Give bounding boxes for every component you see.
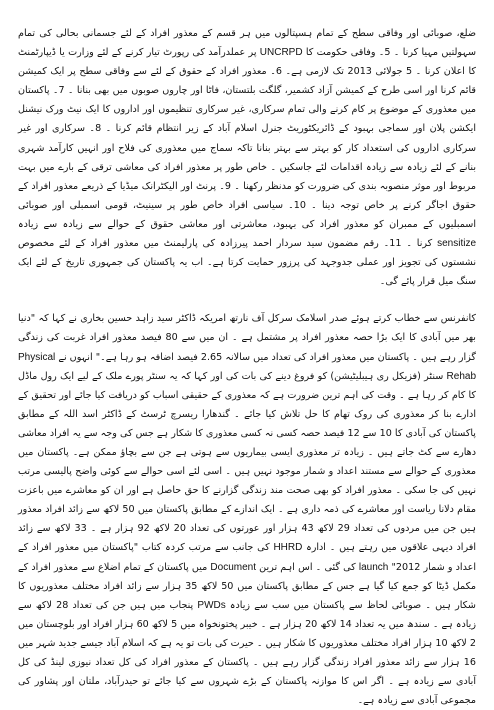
text-segment: کرنا ۔ 11۔ رقم مضمون سید سردار احمد پیرزادہ کی پارلیمنٹ میں معذور افراد کے لئے مخصوص نشستوں کی تجویز اور عملی جدوجہد کی پرزور حمایت کرتا ہے۔ اب یہ پاکستان کی جمہوری تاریخ کے لئے ایک سنگ میل قرار پائے گی۔: [18, 238, 476, 288]
paragraph-recommendations: [18, 24, 476, 291]
text-segment: پنجاب میں ہیں جن کی تعداد 28 لاکھ سے زیادہ ہے ۔ سندھ میں یہ تعداد 14 لاکھ 20 ہزار ہے ۔ خیبر پختونخواہ میں 5 لاکھ 60 ہزار افراد اور بلوچستان میں 2 لاکھ 10 ہزار افراد مختلف معذوریوں کا شکار ہیں ۔ حیرت کی بات تو یہ ہے کہ اسلام آباد جیسے جدید شہر میں 16 ہزار سے زائد معذور افراد زندگی گزار رہے ہیں ۔ پاکستان کے معذور افراد کی کل تعداد نیوزی لینڈ کی کل آبادی سے زیادہ ہے ۔ اگر اس کا موازنہ پاکستان کے بڑے شہروں سے کیا جائے تو حیدرآباد، ملتان اور پشاور کی مجموعی آبادی سے زیادہ ہے۔: [18, 599, 476, 707]
text-segment: کانفرنس سے خطاب کرتے ہوئے صدر اسلامک سرکل آف نارتھ امریکہ ڈاکٹر سید زاہد حسین بخاری نے کہا کہ "دنیا بھر میں آبادی کا ایک بڑا حصہ معذور افراد پر مشتمل ہے ۔ ان میں سے 80 فیصد معذور افراد غربت کی زندگی گزار رہے ہیں ۔ پاکستان میں معذور افراد کی تعداد میں سالانہ 2.65 فیصد اضافہ ہو رہا ہے۔" انہوں نے: [18, 313, 476, 363]
text-segment: سنٹر (فزیکل ری ہیبلیٹیشن) کو فروغ دینے کی بات کی اور کہا کہ یہ سنٹر پورے ملک کے لیے ایک رول ماڈل کا کام کر رہا ہے ۔ وقت کی اہم ترین ضرورت ہے کہ معذوری کے حقیقی اسباب کو دریافت کیا جائے اور تحقیق کے ادارے بنا کر معذوری کی روک تھام کا حل تلاش کیا جائے ۔ گندھارا ریسرچ ٹرسٹ کے ڈاکٹر اسد اللہ کے مطابق پاکستان کی آبادی کا 10 سے 12 فیصد حصہ کسی نہ کسی معذوری کا شکار ہے جس کی وجہ سے یہ افراد معاشی دھارے سے کٹ جاتے ہیں ۔ زیادہ تر معذوری ایسی بیماریوں سے ہوتی ہے جن سے بچاؤ ممکن ہے۔ پاکستان میں معذوری کے حوالے سے مستند اعداد و شمار موجود نہیں ہیں ۔ اسی لئے اسی حوالے سے کوئی واضح پالیسی مرتب نہیں کی جا سکی ۔ معذور افراد کو بھی صحت مند زندگی گزارنے کا حق حاصل ہے اور ان کو معاشرے میں باعزت مقام دلانا ریاست اور معاشرے کی ذمہ داری ہے ۔ ایک اندازے کے مطابق پاکستان میں 50 لاکھ سے زائد افراد معذور ہیں جن میں مردوں کی تعداد 29 لاکھ 43 ہزار اور عورتوں کی تعداد 20 لاکھ 92 ہزار ہے ۔ 33 لاکھ سے زائد افراد دیہی علاقوں میں رہتے ہیں ۔ ادارہ: [18, 370, 476, 554]
article-body: [18, 24, 476, 710]
latin-term: PWDs: [197, 599, 226, 611]
latin-term: sensitize: [437, 238, 476, 250]
latin-term: launch: [358, 561, 389, 573]
text-segment: کی گئی ۔ اس اہم ترین: [256, 561, 359, 573]
text-segment: پر عملدرآمد کی رپورٹ تیار کرنے کے لئے وزارت یا ڈیپارٹمنٹ کا اعلان کرنا ۔ 5 جولائی 2013 تک لازمی ہے۔ 6۔ معذور افراد کے حقوق کے لئے سے وفاقی سطح پر ایک کمیشن قائم کرنا اور اسی طرح کے کمیشن آزاد کشمیر، گلگت بلتستان، فاٹا اور چاروں صوبوں میں بھی بنانا ۔ 7۔ پاکستان میں معذوری کے موضوع پر کام کرنے والی تمام سرکاری، غیر سرکاری تنظیموں اور اداروں کا ایک نیٹ ورک نیشنل ایکشن پلان اور سماجی بہبود کے ڈائریکٹوریٹ جنرل اسلام آباد کے زیر انتظام قائم کرنا ۔ 8۔ سرکاری اور غیر سرکاری اداروں کی استعداد کار کو بہتر سے بہتر بنانا تاکہ سماج میں معذوری کی فلاح اور انہیں کارآمد شہری بنانے کے لئے زیادہ سے زیادہ اقدامات لئے جاسکیں ۔ خاص طور پر معذور افراد کی معاشی ترقی کے بارے میں بہت مربوط اور موثر منصوبہ بندی کی ضرورت کو مدنظر رکھنا ۔ 9۔ پرنٹ اور الیکٹرانک میڈیا کے ذریعے معذور افراد کے حقوق اجاگر کرنے پر خاص توجہ دینا ۔ 10۔ سیاسی افراد خاص طور پر سینیٹ، قومی اسمبلی اور صوبائی اسمبلیوں کے ممبران کو معذور افراد کی بہبود، معاشرتی اور معاشی حقوق کے حوالے سے زیادہ سے زیادہ: [18, 47, 476, 230]
paragraph-conference: [18, 309, 476, 710]
text-segment: میں پاکستان کے تمام اضلاع سے معذور افراد کے مکمل ڈیٹا کو جمع کیا گیا ہے جس کے مطابق پاکستان میں 50 لاکھ 35 ہزار سے زائد افراد مختلف معذوریوں کا شکار ہیں ۔ صوبائی لحاظ سے پاکستان میں سب سے زیادہ: [18, 561, 477, 611]
latin-term: HHRD: [273, 542, 303, 554]
text-segment: کی جانب سے مرتب کردہ کتاب "پاکستان میں معذور افراد کے اعداد و شمار 2012": [18, 542, 477, 573]
latin-term: UNCRPD: [259, 47, 303, 59]
text-segment: ضلع، صوبائی اور وفاقی سطح کے تمام ہسپتالوں میں ہر قسم کے معذور افراد کے لئے جسمانی بحالی کی تمام سہولتیں مہیا کرنا ۔ 5۔ وفاقی حکومت کا: [18, 28, 477, 59]
latin-term: Physical Rehab: [18, 351, 476, 382]
latin-term: Document: [210, 561, 256, 573]
